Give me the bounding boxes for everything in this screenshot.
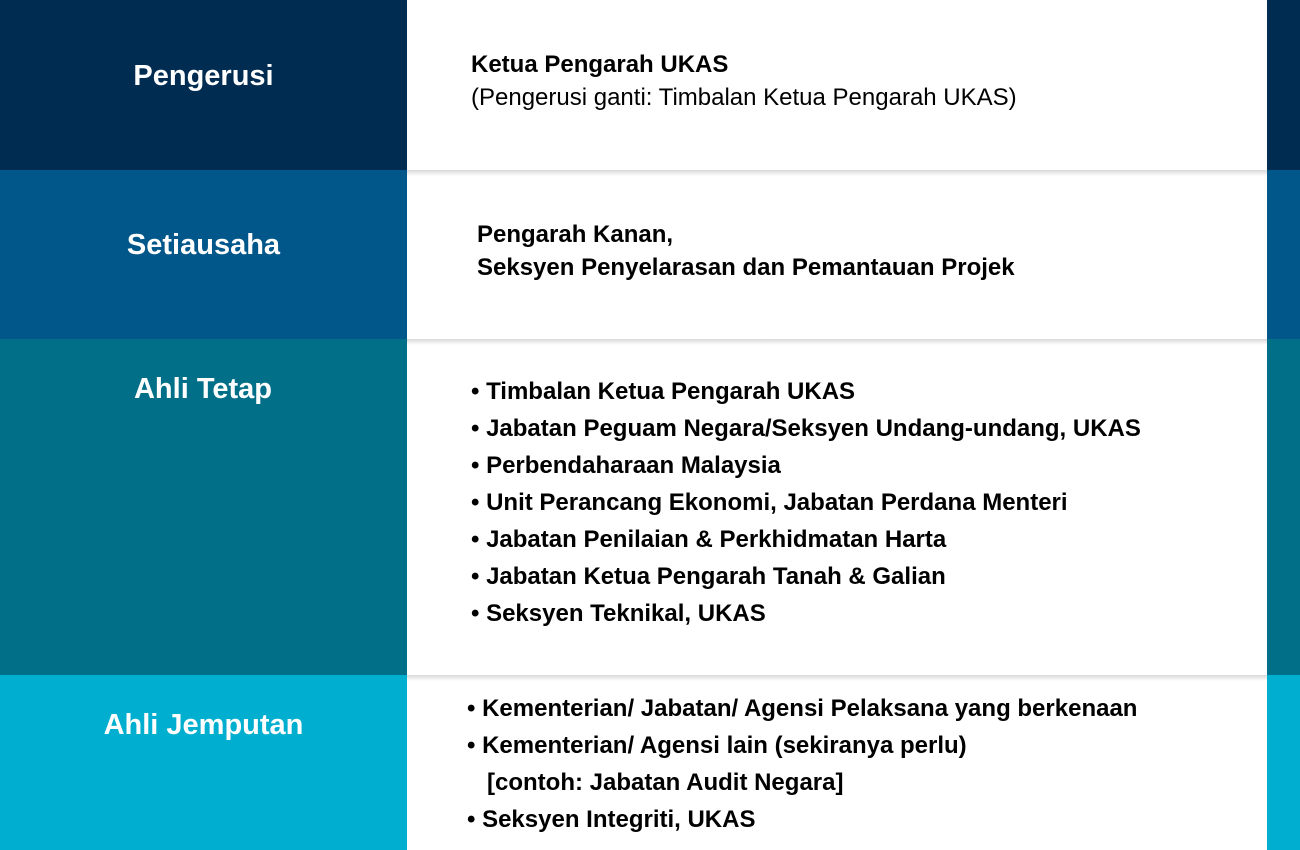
role-label-cell — [0, 0, 407, 170]
right-edge-band — [1267, 339, 1300, 675]
role-label: Setiausaha — [126, 229, 281, 261]
member-line: • Jabatan Penilaian & Perkhidmatan Harta — [471, 526, 947, 553]
member-line: • Timbalan Ketua Pengarah UKAS — [471, 378, 856, 405]
row-setiausaha — [0, 170, 1300, 339]
row-pengerusi — [0, 0, 1300, 170]
member-line: • Unit Perancang Ekonomi, Jabatan Perdana Menteri — [471, 489, 1068, 516]
role-label-cell — [0, 170, 407, 339]
member-line: • Jabatan Ketua Pengarah Tanah & Galian — [471, 563, 946, 590]
right-edge-band — [1267, 0, 1300, 170]
members-cell — [407, 675, 1267, 850]
member-line: • Perbendaharaan Malaysia — [471, 452, 781, 479]
role-label: Ahli Jemputan — [103, 709, 304, 741]
member-list — [467, 690, 1137, 838]
member-line: • Jabatan Peguam Negara/Seksyen Undang-undang, UKAS — [471, 415, 1141, 442]
row-ahli-jemputan — [0, 675, 1300, 850]
role-label-cell — [0, 339, 407, 675]
member-line: • Kementerian/ Agensi lain (sekiranya perlu) — [467, 732, 967, 759]
members-cell — [407, 0, 1267, 170]
member-list — [471, 373, 1141, 632]
right-edge-band — [1267, 170, 1300, 339]
member-line: (Pengerusi ganti: Timbalan Ketua Pengarah UKAS) — [471, 84, 1017, 111]
member-line: [contoh: Jabatan Audit Negara] — [467, 769, 844, 796]
member-list — [471, 48, 1017, 114]
member-line: Ketua Pengarah UKAS — [471, 51, 729, 78]
role-label-cell — [0, 675, 407, 850]
members-cell — [407, 170, 1267, 339]
right-edge-band — [1267, 675, 1300, 850]
member-line: • Seksyen Teknikal, UKAS — [471, 600, 766, 627]
members-cell — [407, 339, 1267, 675]
member-line: • Kementerian/ Jabatan/ Agensi Pelaksana yang berkenaan — [467, 695, 1138, 722]
member-line: Seksyen Penyelarasan dan Pemantauan Projek — [477, 254, 1015, 281]
member-line: • Seksyen Integriti, UKAS — [467, 806, 756, 833]
row-ahli-tetap — [0, 339, 1300, 675]
member-line: Pengarah Kanan, — [477, 221, 674, 248]
role-label: Ahli Tetap — [133, 373, 273, 405]
role-label: Pengerusi — [133, 60, 274, 92]
member-list — [477, 218, 1015, 284]
